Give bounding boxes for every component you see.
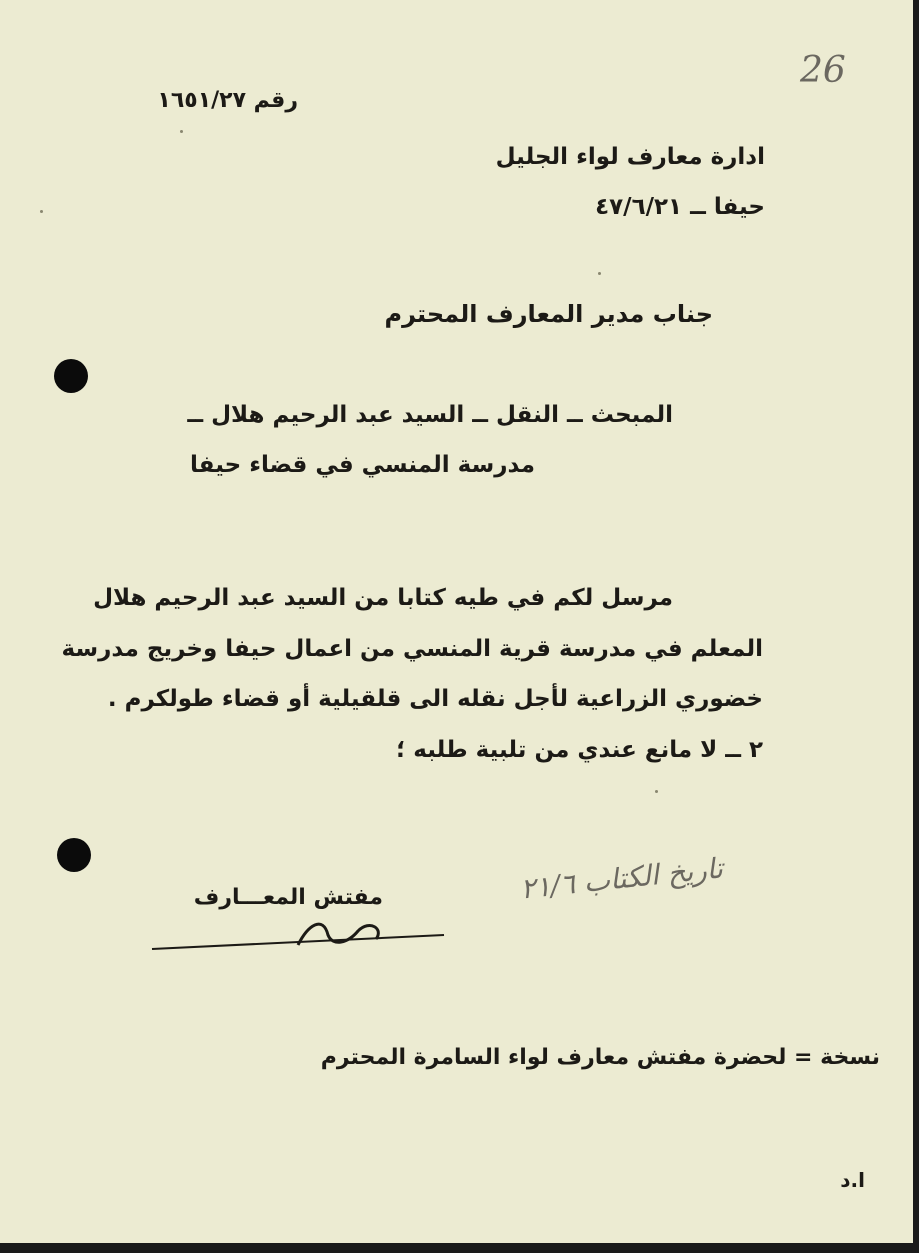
paper-speck xyxy=(180,130,183,133)
signature-title: مفتش المعـــارف xyxy=(193,885,383,910)
handwritten-note: تاريخ الكتاب ٢١/٦ xyxy=(518,851,725,906)
paper-speck xyxy=(598,272,601,275)
paper-speck xyxy=(40,210,43,213)
sender-place-date: حيفا ــ ٤٧/٦/٢١ xyxy=(595,194,765,220)
subject-line-2: مدرسة المنسي في قضاء حيفا xyxy=(190,452,535,478)
salutation: جناب مدير المعارف المحترم xyxy=(384,300,713,328)
body-line-4: ٢ ــ لا مانع عندي من تلبية طلبه ؛ xyxy=(396,737,763,763)
sender-office: ادارة معارف لواء الجليل xyxy=(495,144,765,170)
subject-line-1: المبحث ــ النقل ــ السيد عبد الرحيم هلال ــ xyxy=(187,402,673,428)
signature-scrawl xyxy=(148,905,448,955)
body-line-1: مرسل لكم في طيه كتابا من السيد عبد الرحيم هلال xyxy=(93,585,673,611)
paper-speck xyxy=(655,790,658,793)
footer-code: ا.د xyxy=(840,1168,865,1192)
hole-punch-top xyxy=(54,359,88,393)
hole-punch-bottom xyxy=(57,838,91,872)
copy-to-line: نسخة = لحضرة مفتش معارف لواء السامرة المحترم xyxy=(320,1045,880,1070)
body-line-3: خضوري الزراعية لأجل نقله الى قلقيلية أو قضاء طولكرم . xyxy=(107,686,763,712)
reference-number: رقم ١٦٥١/٢٧ xyxy=(157,88,298,113)
body-line-2: المعلم في مدرسة قرية المنسي من اعمال حيفا وخريج مدرسة xyxy=(61,636,763,662)
handwritten-page-number: 26 xyxy=(800,50,846,91)
